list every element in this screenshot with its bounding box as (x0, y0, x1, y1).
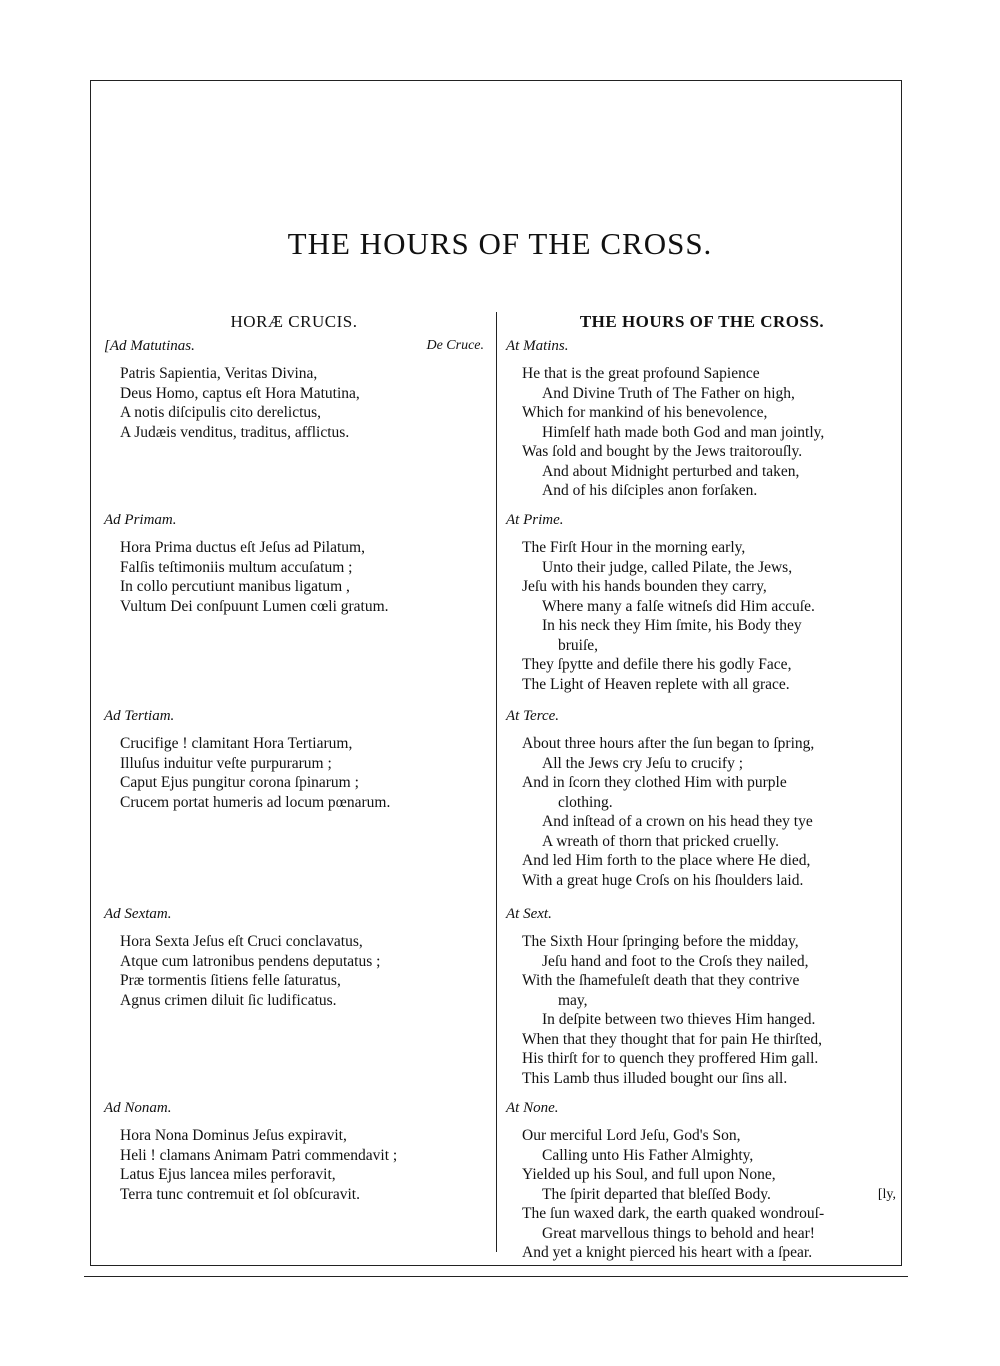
section-label: At Prime. (506, 512, 564, 528)
verse-line: And yet a knight pierced his heart with a ſpear. (522, 1244, 813, 1261)
verse-line: And about Midnight perturbed and taken, (542, 462, 800, 480)
verse-line: The Sixth Hour ſpringing before the midday, (522, 933, 799, 950)
verse-line: Terra tunc contremuit et ſol obſcuravit. (120, 1185, 360, 1203)
verse-line: Illuſus induitur veſte purpurarum ; (120, 754, 332, 772)
verse-line: A wreath of thorn that pricked cruelly. (542, 832, 780, 850)
section-label: At Matins. (506, 338, 569, 354)
english-heading: THE HOURS OF THE CROSS. (579, 312, 825, 331)
verse-line: The Firſt Hour in the morning early, (522, 539, 746, 556)
verse-line: A Judæis venditus, traditus, afflictus. (120, 423, 350, 441)
verse-line: Where many a falſe witneſs did Him accuſe. (542, 597, 815, 615)
verse-line: Which for mankind of his benevolence, (522, 404, 768, 421)
verse-line: In collo percutiunt manibus ligatum , (120, 578, 350, 595)
section-label: At None. (506, 1100, 559, 1116)
verse-line: Crucem portat humeris ad locum pœnarum. (120, 793, 391, 811)
verse-line: They ſpytte and defile there his godly Face, (522, 656, 792, 673)
section-label: At Sext. (506, 906, 552, 922)
verse-line: Crucifige ! clamitant Hora Tertiarum, (120, 735, 353, 752)
section-label: Ad Nonam. (104, 1100, 172, 1116)
verse-line: Unto their judge, called Pilate, the Jews, (542, 558, 793, 576)
section-label: Ad Tertiam. (104, 708, 175, 724)
verse-line: Patris Sapientia, Veritas Divina, (120, 365, 318, 382)
verse-line: And inſtead of a crown on his head they tye (542, 813, 813, 830)
verse-line: Falſis teſtimoniis multum accuſatum ; (120, 558, 353, 576)
verse-line: Latus Ejus lancea miles perforavit, (120, 1166, 336, 1183)
verse-line: clothing. (558, 793, 613, 811)
verse-line: With the ſhamefuleſt death that they contrive (522, 972, 800, 989)
verse-line: Atque cum latronibus pendens deputatus ; (120, 952, 381, 970)
verse-line: His thirſt for to quench they proffered Him gall. (522, 1050, 819, 1067)
verse-line: And led Him forth to the place where He died, (522, 852, 811, 869)
latin-section-terce (104, 708, 484, 812)
section-label: Ad Primam. (104, 512, 177, 528)
verse-line: The Light of Heaven replete with all grace. (522, 675, 790, 693)
column-divider (496, 312, 497, 1252)
verse-line: Vultum Dei conſpuunt Lumen cœli gratum. (120, 597, 389, 615)
verse-line: bruiſe, (558, 636, 599, 654)
section-label: At Terce. (506, 708, 560, 724)
verse-line: About three hours after the ſun began to ſpring, (522, 735, 815, 752)
english-section-none (506, 1100, 898, 1263)
verse-line: In his neck they Him ſmite, his Body they (542, 617, 802, 634)
verse-line: Jeſu with his hands bounden they carry, (522, 578, 767, 595)
latin-section-sext (104, 906, 484, 1010)
latin-heading: HORÆ CRUCIS. (230, 312, 358, 331)
section-note: De Cruce. (426, 338, 484, 353)
verse-line: Jeſu hand and foot to the Croſs they nailed, (542, 952, 809, 970)
verse-line: Hora Nona Dominus Jeſus expiravit, (120, 1127, 347, 1144)
latin-section-none (104, 1100, 484, 1204)
verse-line: Yielded up his Soul, and full upon None, (522, 1166, 776, 1183)
verse-line: Heli ! clamans Animam Patri commendavit ; (120, 1146, 398, 1164)
verse-line: Great marvellous things to behold and hear! (542, 1224, 815, 1242)
verse-line: Hora Sexta Jeſus eſt Cruci conclavatus, (120, 933, 363, 950)
verse-line: Was ſold and bought by the Jews traitorouſly. (522, 443, 803, 460)
verse-line: The ſun waxed dark, the earth quaked wondrouſ- (522, 1205, 825, 1222)
verse-line: A notis diſcipulis cito derelictus, (120, 404, 322, 421)
verse-line: Our merciful Lord Jeſu, God's Son, (522, 1127, 741, 1144)
section-label: Ad Sextam. (104, 906, 172, 922)
english-column (506, 312, 898, 1261)
verse-line: In deſpite between two thieves Him hanged. (542, 1011, 816, 1028)
verse-line: With a great huge Croſs on his ſhoulders laid. (522, 871, 804, 889)
bottom-rule (84, 1276, 908, 1277)
english-section-sext (506, 906, 898, 1088)
verse-line: Præ tormentis ſitiens felle ſaturatus, (120, 972, 341, 989)
verse-line: And of his diſciples anon forſaken. (542, 482, 758, 499)
section-label: [Ad Matutinas. (104, 338, 195, 354)
verse-line: Himſelf hath made both God and man jointly, (542, 423, 825, 441)
verse-line: And Divine Truth of The Father on high, (542, 384, 795, 402)
page-title: THE HOURS OF THE CROSS. (287, 226, 713, 261)
english-section-prime (506, 512, 898, 694)
verse-line: Agnus crimen diluit ſic ludificatus. (120, 991, 337, 1009)
verse-line: Hora Prima ductus eſt Jeſus ad Pilatum, (120, 539, 365, 556)
verse-line: This Lamb thus illuded bought our ſins all. (522, 1069, 788, 1087)
verse-line: Deus Homo, captus eſt Hora Matutina, (120, 384, 360, 402)
english-section-matins (506, 338, 898, 501)
verse-line: Calling unto His Father Almighty, (542, 1146, 754, 1164)
english-section-terce (506, 708, 898, 890)
verse-line: He that is the great profound Sapience (522, 365, 760, 382)
verse-line: may, (558, 991, 588, 1009)
verse-line: When that they thought that for pain He thirſted, (522, 1030, 823, 1048)
latin-column (104, 312, 484, 1203)
verse-line: Caput Ejus pungitur corona ſpinarum ; (120, 774, 359, 791)
latin-section-prime (104, 512, 484, 616)
margin-note: [ly, (877, 1186, 896, 1202)
verse-line: All the Jews cry Jeſu to crucify ; (542, 754, 744, 772)
verse-line: And in ſcorn they clothed Him with purple (522, 774, 787, 791)
verse-line: The ſpirit departed that bleſſed Body. (542, 1185, 771, 1203)
latin-section-matins (104, 338, 484, 442)
